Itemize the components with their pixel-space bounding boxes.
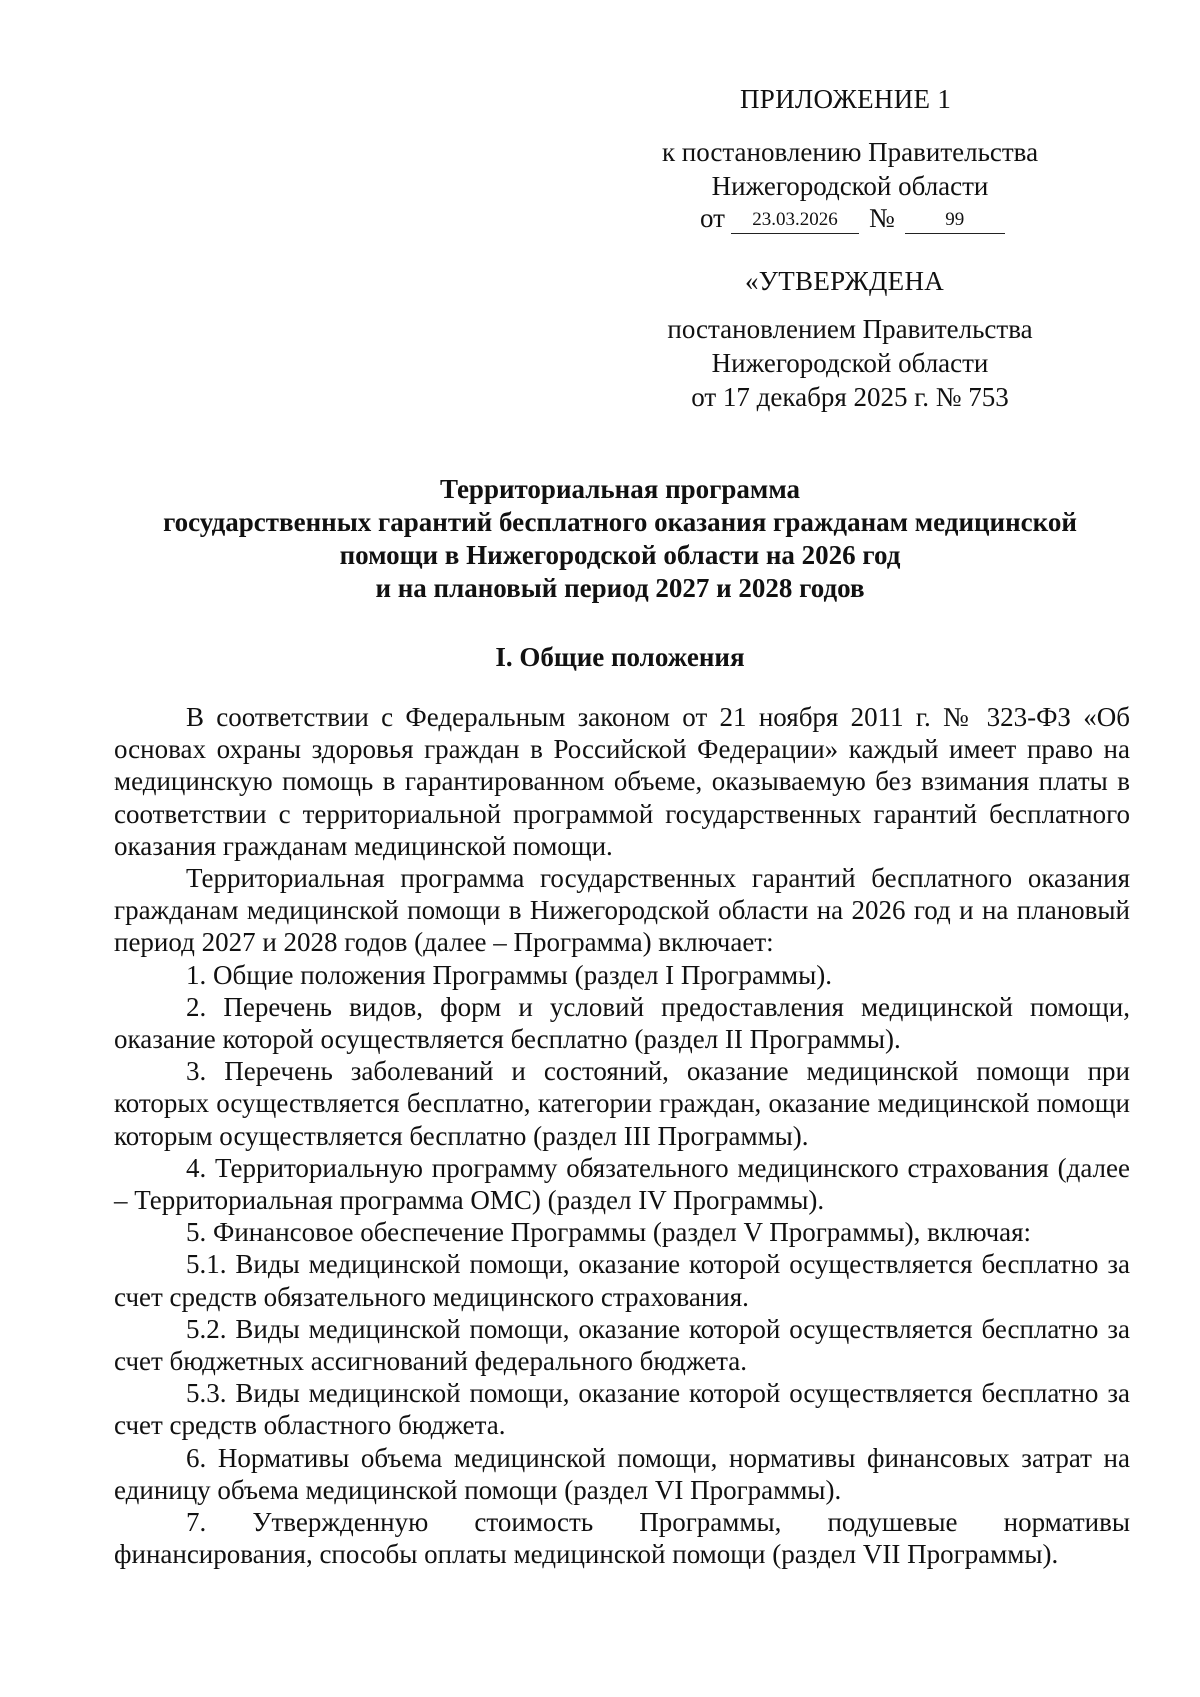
appendix-date-number-row xyxy=(700,201,1020,236)
appendix-ref-line-1: к постановлению Правительства xyxy=(661,137,1039,167)
list-item: 1. Общие положения Программы (раздел I Программы). xyxy=(186,959,833,990)
approval-line-2: Нижегородской области xyxy=(711,348,989,378)
paragraph: В соответствии с Федеральным законом от 21 ноября 2011 г. № 323-ФЗ «Об основах охраны здоровья граждан в Российской Федерации» каждый имеет право на медицинскую помощь в гарантированном объеме, оказываемую без взимания платы в соответствии с территориальной программой государственных гарантий бесплатного оказания гражданам медицинской помощи. xyxy=(114,702,1130,861)
list-item: 5. Финансовое обеспечение Программы (раздел V Программы), включая: xyxy=(186,1217,1032,1248)
approval-line-3: от 17 декабря 2025 г. № 753 xyxy=(691,382,1009,412)
document-title-line-3: помощи в Нижегородской области на 2026 год xyxy=(339,540,901,570)
document-title-line-2: государственных гарантий бесплатного оказания гражданам медицинской xyxy=(163,507,1077,537)
appendix-ref-line-2: Нижегородской области xyxy=(711,171,989,201)
number-sign: № xyxy=(868,203,895,233)
list-item: 5.1. Виды медицинской помощи, оказание которой осуществляется бесплатно за счет средств обязательного медицинского страхования. xyxy=(114,1249,1130,1312)
resolution-number: 99 xyxy=(905,207,1005,234)
appendix-title: ПРИЛОЖЕНИЕ 1 xyxy=(740,84,952,114)
list-item: 6. Нормативы объема медицинской помощи, нормативы финансовых затрат на единицу объема медицинской помощи (раздел VI Программы). xyxy=(114,1442,1130,1505)
list-item: 7. Утвержденную стоимость Программы, подушевые нормативы финансирования, способы оплаты медицинской помощи (раздел VII Программы). xyxy=(114,1507,1130,1570)
list-item: 4. Территориальную программу обязательного медицинского страхования (далее – Территориальная программа ОМС) (раздел IV Программы). xyxy=(114,1152,1130,1216)
document-title-line-1: Территориальная программа xyxy=(439,474,801,504)
approval-line-1: постановлением Правительства xyxy=(667,314,1033,344)
approval-reference xyxy=(630,312,1070,414)
list-item: 3. Перечень заболеваний и состояний, оказание медицинской помощи при которых осуществляется бесплатно, категории граждан, оказание медицинской помощи которым осуществляется бесплатно (раздел III Программы). xyxy=(114,1056,1130,1151)
section-title: I. Общие положения xyxy=(495,642,745,672)
paragraph: Территориальная программа государственных гарантий бесплатного оказания гражданам медицинской помощи в Нижегородской области на 2026 год и на плановый период 2027 и 2028 годов (далее – Программа) включает: xyxy=(114,863,1130,958)
document-title-line-4: и на плановый период 2027 и 2028 годов xyxy=(375,573,865,603)
approval-title: «УТВЕРЖДЕНА xyxy=(745,266,945,296)
list-item: 5.2. Виды медицинской помощи, оказание которой осуществляется бесплатно за счет бюджетных ассигнований федерального бюджета. xyxy=(114,1313,1130,1377)
appendix-reference xyxy=(640,135,1060,203)
list-item: 2. Перечень видов, форм и условий предоставления медицинской помощи, оказание которой осуществляется бесплатно (раздел II Программы). xyxy=(114,991,1130,1055)
resolution-date: 23.03.2026 xyxy=(731,207,859,234)
list-item: 5.3. Виды медицинской помощи, оказание которой осуществляется бесплатно за счет средств областного бюджета. xyxy=(114,1378,1130,1441)
document-title xyxy=(110,473,1130,605)
document-body xyxy=(114,701,1130,1570)
from-label: от xyxy=(700,203,725,233)
